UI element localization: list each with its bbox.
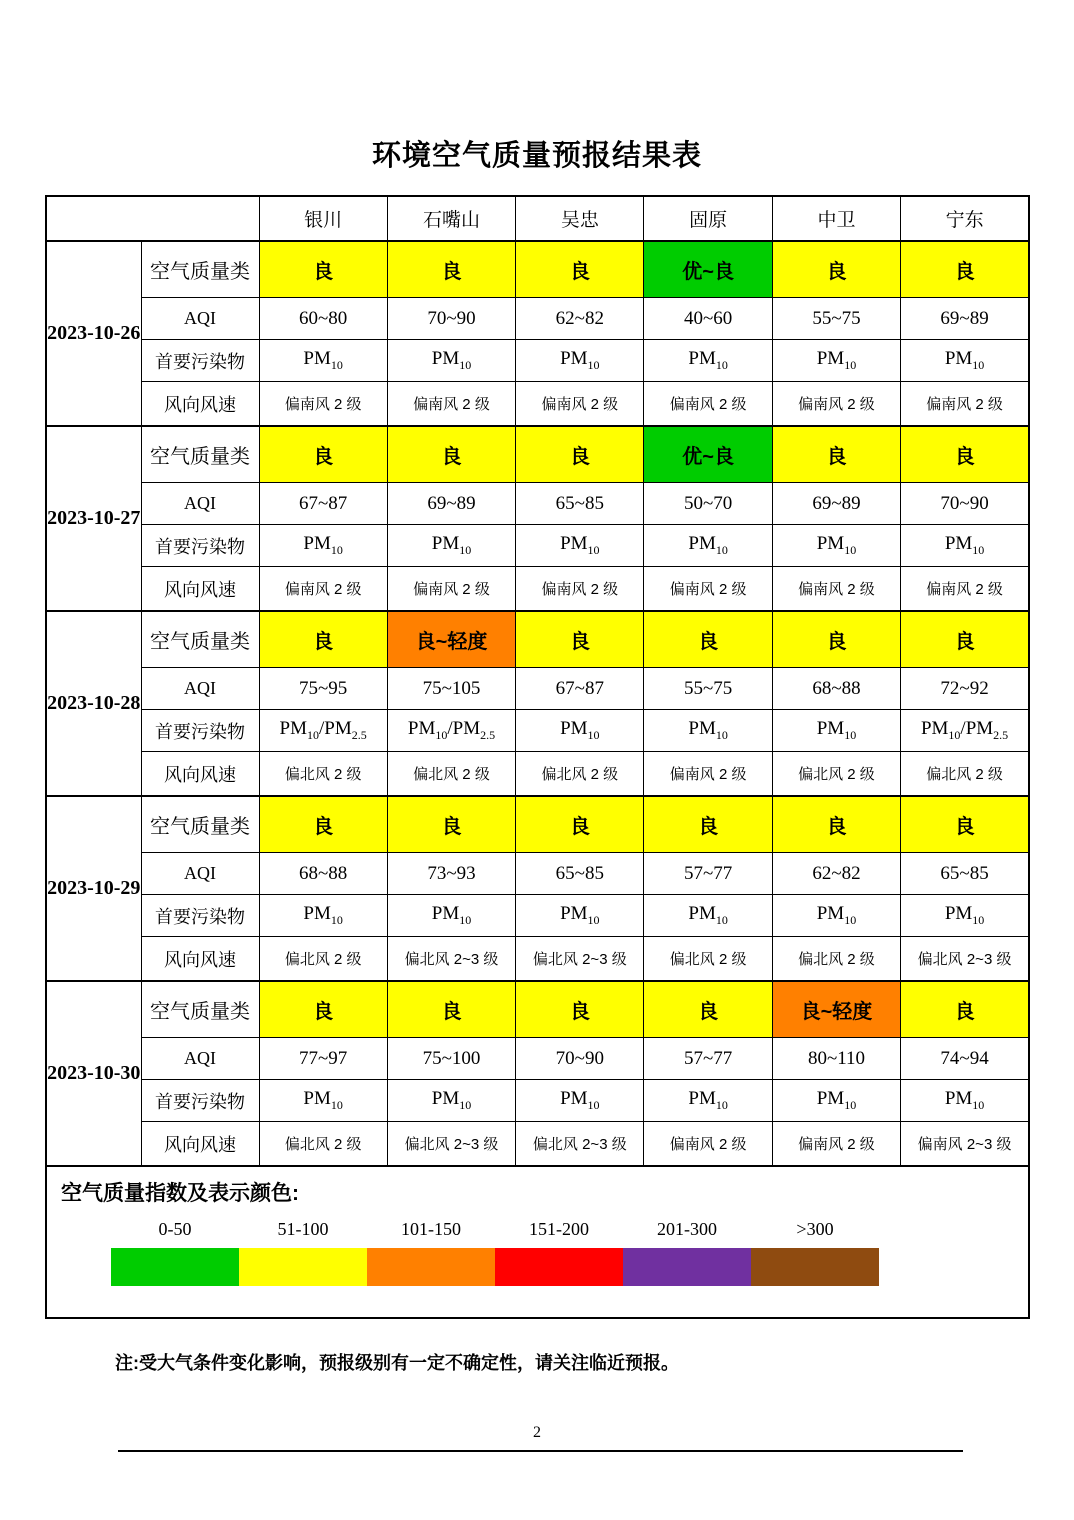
aqi-cell: 50~70 [644,483,772,525]
pollutant-cell: $PM_{10}/PM_{2.5}$ [387,710,515,752]
pollutant-cell: $PM_{10}$ [387,895,515,937]
row-label-wind: 风向风速 [141,937,259,982]
legend-color-swatch [239,1248,367,1286]
page-number: 2 [533,1424,541,1441]
wind-cell: 偏南风 2 级 [387,382,515,427]
category-cell: 良 [901,796,1029,853]
category-cell: 良 [516,611,644,668]
pollutant-cell: $PM_{10}$ [516,525,644,567]
date-cell: 2023-10-28 [46,611,141,796]
row-label-pollutant: 首要污染物 [141,340,259,382]
header-city-cell: 宁东 [901,196,1029,241]
wind-cell: 偏南风 2 级 [387,567,515,612]
aqi-cell: 80~110 [772,1038,900,1080]
legend-range-label: 0-50 [158,1219,192,1239]
header-city-cell: 固原 [644,196,772,241]
wind-cell: 偏北风 2 级 [387,752,515,797]
aqi-cell: 55~75 [772,298,900,340]
pollutant-cell: $PM_{10}$ [516,710,644,752]
row-label-pollutant: 首要污染物 [141,525,259,567]
table-corner-cell [46,196,259,241]
category-cell: 良 [901,426,1029,483]
wind-cell: 偏南风 2 级 [772,567,900,612]
category-cell: 良 [644,611,772,668]
wind-cell: 偏北风 2 级 [259,1122,387,1167]
aqi-cell: 55~75 [644,668,772,710]
wind-cell: 偏南风 2~3 级 [901,1122,1029,1167]
wind-cell: 偏南风 2 级 [772,382,900,427]
legend-range-label: 101-150 [401,1219,461,1239]
pollutant-cell: $PM_{10}$ [259,895,387,937]
legend-range-label: >300 [796,1219,834,1239]
aqi-cell: 75~105 [387,668,515,710]
pollutant-cell: $PM_{10}$ [901,1080,1029,1122]
date-cell: 2023-10-26 [46,241,141,426]
category-cell: 良~轻度 [772,981,900,1038]
pollutant-cell: $PM_{10}$ [516,340,644,382]
pollutant-cell: $PM_{10}$ [901,340,1029,382]
pollutant-cell: $PM_{10}$ [644,525,772,567]
category-cell: 良~轻度 [387,611,515,668]
aqi-cell: 65~85 [516,853,644,895]
pollutant-cell: $PM_{10}$ [772,895,900,937]
category-cell: 良 [901,981,1029,1038]
footer-note: 注:受大气条件变化影响，预报级别有一定不确定性，请关注临近预报。 [115,1353,679,1373]
aqi-cell: 70~90 [901,483,1029,525]
aqi-cell: 60~80 [259,298,387,340]
aqi-cell: 62~82 [516,298,644,340]
wind-cell: 偏南风 2 级 [644,752,772,797]
aqi-cell: 75~100 [387,1038,515,1080]
wind-cell: 偏南风 2 级 [901,567,1029,612]
pollutant-cell: $PM_{10}$ [772,1080,900,1122]
aqi-cell: 69~89 [387,483,515,525]
row-label-wind: 风向风速 [141,1122,259,1167]
aqi-cell: 74~94 [901,1038,1029,1080]
category-cell: 良 [387,426,515,483]
legend-range-label: 151-200 [529,1219,589,1239]
wind-cell: 偏北风 2 级 [516,752,644,797]
header-city-cell: 银川 [259,196,387,241]
pollutant-cell: $PM_{10}$ [772,710,900,752]
aqi-cell: 70~90 [387,298,515,340]
aqi-cell: 57~77 [644,853,772,895]
row-label-category: 空气质量类 [141,241,259,298]
category-cell: 良 [387,241,515,298]
row-label-pollutant: 首要污染物 [141,710,259,752]
header-city-cell: 石嘴山 [387,196,515,241]
date-cell: 2023-10-29 [46,796,141,981]
pollutant-cell: $PM_{10}$ [772,340,900,382]
row-label-aqi: AQI [141,853,259,895]
row-label-wind: 风向风速 [141,567,259,612]
pollutant-cell: $PM_{10}$ [901,525,1029,567]
pollutant-cell: $PM_{10}$ [387,525,515,567]
legend-color-bar [111,1248,1028,1286]
aqi-cell: 57~77 [644,1038,772,1080]
row-label-pollutant: 首要污染物 [141,1080,259,1122]
pollutant-cell: $PM_{10}$ [259,340,387,382]
legend-range-label: 51-100 [277,1219,329,1239]
wind-cell: 偏北风 2 级 [259,937,387,982]
legend-color-swatch [495,1248,623,1286]
category-cell: 优~良 [644,241,772,298]
pollutant-cell: $PM_{10}$ [516,1080,644,1122]
row-label-aqi: AQI [141,1038,259,1080]
wind-cell: 偏南风 2 级 [772,1122,900,1167]
pollutant-cell: $PM_{10}$ [644,710,772,752]
wind-cell: 偏南风 2 级 [516,382,644,427]
category-cell: 良 [901,611,1029,668]
wind-cell: 偏北风 2 级 [772,752,900,797]
legend-range-label: 201-300 [657,1219,717,1239]
pollutant-cell: $PM_{10}/PM_{2.5}$ [259,710,387,752]
category-cell: 良 [901,241,1029,298]
row-label-category: 空气质量类 [141,796,259,853]
aqi-cell: 69~89 [901,298,1029,340]
wind-cell: 偏南风 2 级 [644,567,772,612]
wind-cell: 偏北风 2~3 级 [516,937,644,982]
category-cell: 良 [516,426,644,483]
aqi-cell: 40~60 [644,298,772,340]
aqi-cell: 72~92 [901,668,1029,710]
wind-cell: 偏南风 2 级 [259,567,387,612]
row-label-pollutant: 首要污染物 [141,895,259,937]
row-label-aqi: AQI [141,298,259,340]
wind-cell: 偏南风 2 级 [259,382,387,427]
category-cell: 良 [772,426,900,483]
legend-range-labels [111,1219,1028,1240]
row-label-aqi: AQI [141,483,259,525]
pollutant-cell: $PM_{10}$ [644,895,772,937]
legend-color-swatch [623,1248,751,1286]
wind-cell: 偏北风 2 级 [901,752,1029,797]
wind-cell: 偏南风 2 级 [516,567,644,612]
category-cell: 良 [387,981,515,1038]
wind-cell: 偏北风 2~3 级 [387,1122,515,1167]
legend-color-swatch [111,1248,239,1286]
category-cell: 良 [259,796,387,853]
category-cell: 良 [259,426,387,483]
legend-color-swatch [751,1248,879,1286]
header-city-cell: 吴忠 [516,196,644,241]
aqi-cell: 77~97 [259,1038,387,1080]
category-cell: 良 [516,796,644,853]
aqi-cell: 67~87 [516,668,644,710]
date-cell: 2023-10-30 [46,981,141,1166]
wind-cell: 偏南风 2 级 [644,1122,772,1167]
pollutant-cell: $PM_{10}$ [901,895,1029,937]
pollutant-cell: $PM_{10}$ [259,1080,387,1122]
wind-cell: 偏北风 2~3 级 [901,937,1029,982]
pollutant-cell: $PM_{10}$ [772,525,900,567]
row-label-wind: 风向风速 [141,752,259,797]
category-cell: 良 [772,796,900,853]
category-cell: 良 [772,241,900,298]
aqi-cell: 73~93 [387,853,515,895]
row-label-category: 空气质量类 [141,426,259,483]
category-cell: 优~良 [644,426,772,483]
pollutant-cell: $PM_{10}/PM_{2.5}$ [901,710,1029,752]
aqi-cell: 70~90 [516,1038,644,1080]
page-title: 环境空气质量预报结果表 [371,140,702,172]
pollutant-cell: $PM_{10}$ [387,340,515,382]
pollutant-cell: $PM_{10}$ [644,340,772,382]
aqi-cell: 68~88 [259,853,387,895]
header-city-cell: 中卫 [772,196,900,241]
legend-title: 空气质量指数及表示颜色: [61,1182,299,1205]
category-cell: 良 [259,611,387,668]
aqi-cell: 62~82 [772,853,900,895]
row-label-category: 空气质量类 [141,981,259,1038]
category-cell: 良 [259,981,387,1038]
wind-cell: 偏南风 2 级 [644,382,772,427]
pollutant-cell: $PM_{10}$ [259,525,387,567]
wind-cell: 偏北风 2 级 [259,752,387,797]
category-cell: 良 [387,796,515,853]
legend-section [46,1166,1029,1318]
wind-cell: 偏北风 2~3 级 [387,937,515,982]
pollutant-cell: $PM_{10}$ [516,895,644,937]
date-cell: 2023-10-27 [46,426,141,611]
category-cell: 良 [516,981,644,1038]
row-label-aqi: AQI [141,668,259,710]
category-cell: 良 [516,241,644,298]
aqi-cell: 75~95 [259,668,387,710]
aqi-cell: 68~88 [772,668,900,710]
category-cell: 良 [772,611,900,668]
forecast-table [45,195,1030,1319]
category-cell: 良 [259,241,387,298]
aqi-cell: 69~89 [772,483,900,525]
legend-color-swatch [367,1248,495,1286]
wind-cell: 偏北风 2 级 [772,937,900,982]
category-cell: 良 [644,981,772,1038]
pollutant-cell: $PM_{10}$ [644,1080,772,1122]
footer-rule [118,1450,963,1452]
pollutant-cell: $PM_{10}$ [387,1080,515,1122]
wind-cell: 偏南风 2 级 [901,382,1029,427]
aqi-cell: 65~85 [516,483,644,525]
aqi-cell: 65~85 [901,853,1029,895]
aqi-cell: 67~87 [259,483,387,525]
category-cell: 良 [644,796,772,853]
row-label-wind: 风向风速 [141,382,259,427]
wind-cell: 偏北风 2~3 级 [516,1122,644,1167]
row-label-category: 空气质量类 [141,611,259,668]
wind-cell: 偏北风 2 级 [644,937,772,982]
